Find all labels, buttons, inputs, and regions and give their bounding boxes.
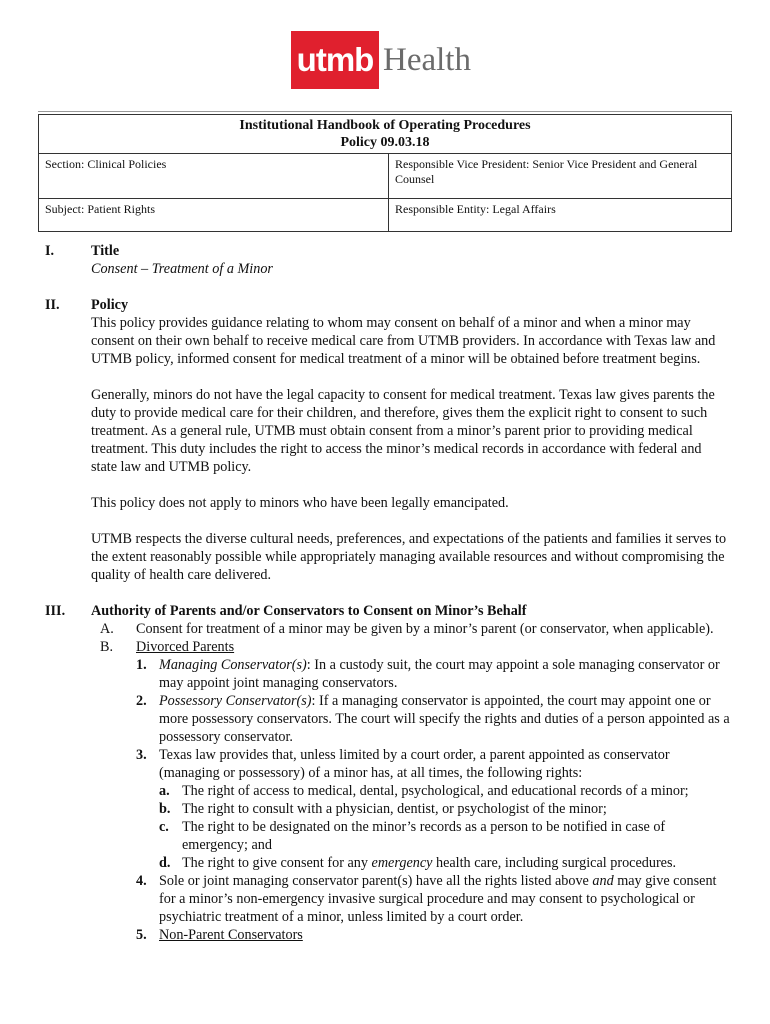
item-text: The right of access to medical, dental, psychological, and educational records of a minor; bbox=[182, 783, 689, 799]
responsible-vp-cell: Responsible Vice President: Senior Vice President and General Counsel bbox=[389, 154, 732, 199]
lettered-item-b bbox=[159, 800, 730, 818]
handbook-title-line1: Institutional Handbook of Operating Procedures bbox=[239, 118, 531, 133]
policy-paragraph-3: This policy does not apply to minors who have been legally emancipated. bbox=[91, 495, 509, 511]
section-number: II. bbox=[45, 297, 60, 313]
numbered-item-1 bbox=[136, 656, 730, 692]
item-text: Texas law provides that, unless limited by a court order, a parent appointed as conservator (managing or possessory) of a minor has, at all times, the following rights: bbox=[159, 747, 670, 781]
item-text: The right to give consent for any bbox=[182, 855, 372, 871]
item-text: The right to consult with a physician, dentist, or psychologist of the minor; bbox=[182, 801, 607, 817]
section-number: III. bbox=[45, 603, 66, 619]
item-marker: 3. bbox=[136, 747, 147, 763]
section-title bbox=[0, 242, 770, 278]
section-cell: Section: Clinical Policies bbox=[39, 154, 389, 199]
item-marker: 5. bbox=[136, 927, 147, 943]
item-text: : In a custody suit, the court may appoint a sole managing conservator or may appoint joint managing conservators. bbox=[159, 657, 720, 691]
logo-mark: utmb bbox=[291, 31, 379, 89]
numbered-item-4 bbox=[136, 872, 730, 926]
item-text: health care, including surgical procedures. bbox=[432, 855, 677, 871]
term-label: Managing Conservator(s) bbox=[159, 657, 307, 673]
item-marker: 4. bbox=[136, 873, 147, 889]
numbered-item-2 bbox=[136, 692, 730, 746]
subject-cell: Subject: Patient Rights bbox=[39, 199, 389, 232]
lettered-item-a bbox=[159, 782, 730, 800]
numbered-item-5 bbox=[136, 926, 730, 944]
responsible-entity-cell: Responsible Entity: Legal Affairs bbox=[389, 199, 732, 232]
item-a bbox=[91, 620, 730, 638]
term-label: Possessory Conservator(s) bbox=[159, 693, 312, 709]
policy-paragraph-4: UTMB respects the diverse cultural needs, preferences, and expectations of the patients and families it serves to the extent reasonably possible while appropriately managing available resources and without compromising the quality of health care delivered. bbox=[91, 531, 727, 583]
item-text: may give consent for a minor’s non-emergency invasive surgical procedure and may consent to psychological or psychiatric treatment of a minor, unless limited by a court order. bbox=[159, 873, 717, 925]
logo-wordmark: Health bbox=[383, 41, 471, 78]
item-marker: A. bbox=[100, 621, 114, 637]
item-marker: d. bbox=[159, 855, 171, 871]
item-text: : If a managing conservator is appointed, the court may appoint one or more possessory conservators. The court will specify the rights and duties of a person appointed as a possessory conservator. bbox=[159, 693, 730, 745]
emphasis: and bbox=[592, 873, 614, 889]
section-number: I. bbox=[45, 243, 55, 259]
item-marker: c. bbox=[159, 819, 169, 835]
section-heading: Title bbox=[91, 243, 120, 259]
item-marker: 1. bbox=[136, 657, 147, 673]
item-text: Non-Parent Conservators bbox=[159, 927, 303, 943]
handbook-title bbox=[39, 115, 732, 154]
header-rule bbox=[38, 111, 732, 112]
item-b bbox=[91, 638, 730, 944]
policy-header-table bbox=[38, 114, 732, 232]
policy-paragraph-2: Generally, minors do not have the legal capacity to consent for medical treatment. Texas law gives parents the duty to provide medical care for their children, and therefore, gives them the explicit right to consent to such treatment. As a general rule, UTMB must obtain consent from a minor’s parent prior to providing medical treatment. This duty includes the right to access the minor’s medical records in accordance with federal and state law and UTMB policy. bbox=[91, 387, 715, 475]
lettered-item-c bbox=[159, 818, 730, 854]
item-text: Consent for treatment of a minor may be given by a minor’s parent (or conservator, when applicable). bbox=[136, 621, 714, 637]
item-marker: a. bbox=[159, 783, 170, 799]
section-policy bbox=[0, 296, 770, 584]
policy-body bbox=[0, 242, 770, 962]
item-marker: 2. bbox=[136, 693, 147, 709]
policy-subject-title: Consent – Treatment of a Minor bbox=[91, 261, 273, 277]
emphasis: emergency bbox=[371, 855, 433, 871]
section-heading: Authority of Parents and/or Conservators to Consent on Minor’s Behalf bbox=[91, 603, 527, 619]
section-heading: Policy bbox=[91, 297, 129, 313]
policy-paragraph-1: This policy provides guidance relating to whom may consent on behalf of a minor and when a minor may consent on their own behalf to receive medical care from UTMB providers. In accordance with Texas law and UTMB policy, informed consent for medical treatment of a minor will be obtained before treatment begins. bbox=[91, 315, 716, 367]
item-marker: b. bbox=[159, 801, 171, 817]
section-authority bbox=[0, 602, 770, 944]
item-marker: B. bbox=[100, 639, 114, 655]
numbered-item-3 bbox=[136, 746, 730, 872]
policy-number: Policy 09.03.18 bbox=[340, 135, 430, 150]
item-text: Sole or joint managing conservator parent(s) have all the rights listed above bbox=[159, 873, 593, 889]
item-text: The right to be designated on the minor’s records as a person to be notified in case of emergency; and bbox=[182, 819, 666, 853]
item-text: Divorced Parents bbox=[136, 639, 235, 655]
lettered-item-d bbox=[159, 854, 730, 872]
utmb-health-logo bbox=[291, 31, 471, 89]
